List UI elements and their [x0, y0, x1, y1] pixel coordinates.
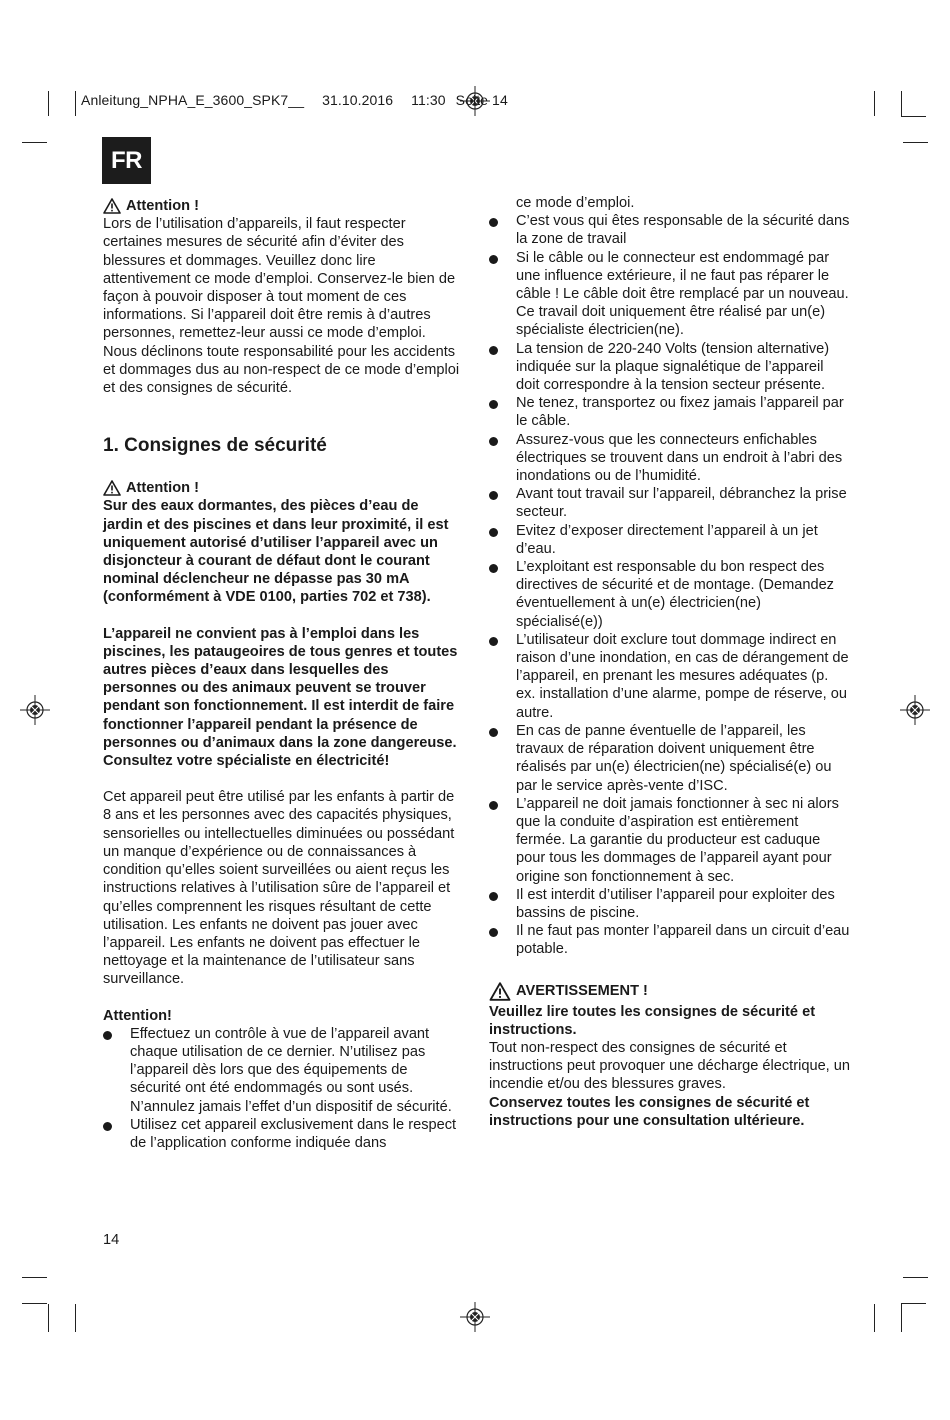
- bullet-list: [489, 212, 851, 958]
- crop-mark: [901, 1303, 926, 1304]
- attention-heading: [103, 197, 461, 215]
- list-item: Avant tout travail sur l’appareil, débranchez la prise secteur.: [489, 485, 851, 521]
- warning-text: Tout non-respect des consignes de sécurité et instructions peut provoquer une décharge électrique, un incendie et/ou des blessures graves.: [489, 1039, 851, 1093]
- list-item: L’utilisateur doit exclure tout dommage indirect en raison d’une inondation, en cas de dérangement de l’appareil, en prenant les mesures adéquates (p. ex. installation d’une alarme, pompe de réserve, ou autre.: [489, 631, 851, 722]
- crop-mark: [874, 1304, 875, 1332]
- language-badge: FR: [102, 137, 151, 184]
- continuation-text: ce mode d’emploi.: [516, 195, 635, 211]
- crop-mark: [22, 1303, 47, 1304]
- warning-triangle-icon: [103, 198, 121, 214]
- crop-mark: [874, 91, 875, 116]
- attention-title: Attention !: [126, 198, 199, 214]
- bullet-list: [103, 1025, 461, 1152]
- warning-title: AVERTISSEMENT !: [516, 982, 648, 999]
- list-item: En cas de panne éventuelle de l’appareil, les travaux de réparation doivent uniquement être réalisés par un(e) électricien(ne) spécialisé(e) ou par le service après-vente d’ISC.: [489, 722, 851, 795]
- list-item: Ne tenez, transportez ou fixez jamais l’appareil par le câble.: [489, 394, 851, 430]
- registration-mark-icon: [20, 695, 50, 725]
- warning-bold-text: Veuillez lire toutes les consignes de sécurité et instructions.: [489, 1003, 816, 1038]
- attention-title: Attention!: [103, 1007, 172, 1024]
- print-time: 11:30: [411, 92, 446, 108]
- left-column: [103, 197, 461, 1152]
- crop-mark: [75, 91, 76, 116]
- warning-heading: [489, 982, 851, 1001]
- page-number: 14: [103, 1232, 120, 1248]
- list-item: Assurez-vous que les connecteurs enfichables électriques se trouvent dans un endroit à l’abri des inondations ou de l’humidité.: [489, 431, 851, 486]
- crop-mark: [903, 1277, 928, 1278]
- crop-mark: [48, 1304, 49, 1332]
- registration-mark-icon: [900, 695, 930, 725]
- right-column: [489, 194, 851, 1130]
- crop-mark: [75, 1304, 76, 1332]
- list-item: La tension de 220-240 Volts (tension alternative) indiquée sur la plaque signalétique de l’appareil doit correspondre à la tension secteur présente.: [489, 340, 851, 395]
- crop-mark: [48, 91, 49, 116]
- print-filename: Anleitung_NPHA_E_3600_SPK7__: [81, 92, 305, 108]
- warning-triangle-icon: [489, 982, 511, 1001]
- list-item: L’appareil ne doit jamais fonctionner à sec ni alors que la conduite d’aspiration est entièrement fermée. La garantie du producteur est caduque pour tous les dommages de l’appareil ayant pour origine son fonctionnement à sec.: [489, 795, 851, 886]
- registration-mark-icon: [460, 1302, 490, 1332]
- safety-bold-paragraph: Sur des eaux dormantes, des pièces d’eau de jardin et des piscines et dans leur proximité, il est uniquement autorisé d’utiliser l’appareil avec un disjoncteur à courant de défaut dont le courant nominal déclencheur ne dépasse pas 30 mA (conformément à VDE 0100, parties 702 et 738).: [103, 498, 449, 606]
- list-item: Il ne faut pas monter l’appareil dans un circuit d’eau potable.: [489, 922, 851, 958]
- list-item: Utilisez cet appareil exclusivement dans le respect de l’application conforme indiquée dans: [103, 1116, 461, 1152]
- crop-mark: [22, 142, 47, 143]
- list-item: Si le câble ou le connecteur est endommagé par une influence extérieure, il ne faut pas réparer le câble ! Le câble doit être remplacé par un nouveau. Ce travail doit uniquement être réalisé par un(e) spécialiste électricien(ne).: [489, 249, 851, 340]
- list-item: C’est vous qui êtes responsable de la sécurité dans la zone de travail: [489, 212, 851, 248]
- list-item: Il est interdit d’utiliser l’appareil pour exploiter des bassins de piscine.: [489, 886, 851, 922]
- list-item: L’exploitant est responsable du bon respect des directives de sécurité et de montage. (Demandez éventuellement à un(e) électricien(ne) spécialisé(e)): [489, 558, 851, 631]
- attention-title: Attention !: [126, 480, 199, 497]
- intro-paragraph: Lors de l’utilisation d’appareils, il faut respecter certaines mesures de sécurité afin d’éviter des blessures et dommages. Veuillez donc lire attentivement ce mode d’emploi. Conservez-le bien de façon à pouvoir disposer à tout moment de ces informations. Si l’appareil doit être remis à d’autres personnes, remettez-leur aussi ce mode d’emploi. Nous déclinons toute responsabilité pour les accidents et dommages dus au non-respect de ce mode d’emploi et des consignes de sécurité.: [103, 216, 460, 397]
- list-item: Effectuez un contrôle à vue de l’appareil avant chaque utilisation de ce dernier. N’utilisez pas l’appareil dès lors que des équipements de sécurité ont été endommagés ou sont usés. N’annulez jamais l’effet d’un dispositif de sécurité.: [103, 1025, 461, 1116]
- print-page-label: Seite 14: [455, 92, 508, 108]
- attention-heading: [103, 479, 461, 497]
- section-title: 1. Consignes de sécurité: [103, 435, 327, 457]
- warning-bold-text: Conservez toutes les consignes de sécurité et instructions pour une consultation ultérieure.: [489, 1094, 810, 1129]
- crop-mark: [901, 91, 902, 116]
- warning-triangle-icon: [103, 480, 121, 496]
- print-date: 31.10.2016: [322, 92, 394, 108]
- print-header: [81, 92, 508, 108]
- crop-mark: [901, 116, 926, 117]
- crop-mark: [903, 142, 928, 143]
- safety-bold-paragraph: L’appareil ne convient pas à l’emploi dans les piscines, les pataugeoires de tous genres et toutes autres pièces d’eaux dans lesquelles des personnes ou des animaux peuvent se trouver pendant son fonctionnement. Il est interdit de faire fonctionner l’appareil pendant la présence de personnes ou d’animaux dans la zone dangereuse. Consultez votre spécialiste en électricité!: [103, 625, 458, 770]
- crop-mark: [22, 1277, 47, 1278]
- list-item: Evitez d’exposer directement l’appareil à un jet d’eau.: [489, 522, 851, 558]
- crop-mark: [901, 1304, 902, 1332]
- children-paragraph: Cet appareil peut être utilisé par les enfants à partir de 8 ans et les personnes avec des capacités physiques, sensorielles ou intellectuelles diminuées ou possédant un manque d’expérience ou de connaissances à condition qu’elles soient surveillées ou aient reçus les instructions relatives à l’utilisation sûre de l’appareil et qu’elles comprennent les risques résultant de cette utilisation. Les enfants ne doivent pas jouer avec l’appareil. Les enfants ne doivent pas effectuer le nettoyage et la maintenance de l’utilisateur sans surveillance.: [103, 789, 455, 988]
